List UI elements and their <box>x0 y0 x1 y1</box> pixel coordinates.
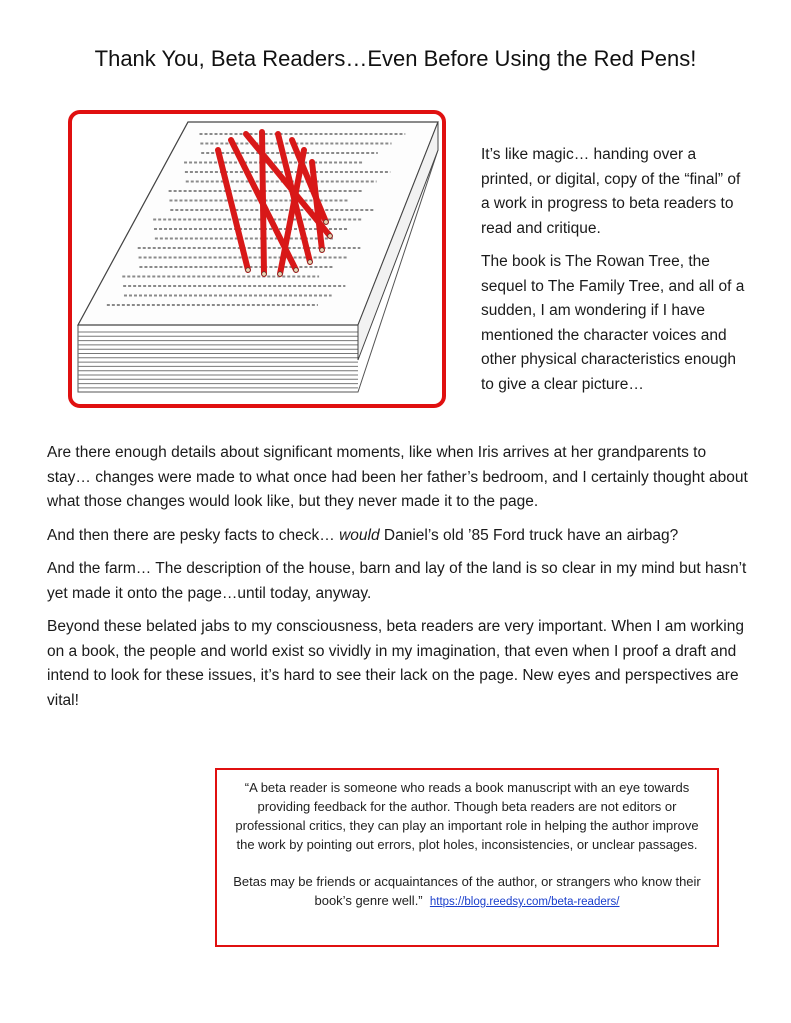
quote-text-2-wrap <box>231 872 703 912</box>
pencil-tip <box>308 260 312 264</box>
page-title: Thank You, Beta Readers…Even Before Using the Red Pens! <box>94 46 697 71</box>
beta-reader-quote-box <box>215 768 719 947</box>
red-pencil <box>262 132 264 274</box>
quote-text-2: Betas may be friends or acquaintances of the author, or strangers who know their book’s genre well.” <box>233 874 701 908</box>
p2-emphasis: would <box>339 526 380 544</box>
body-paragraph-3: And the farm… The description of the house, barn and lay of the land is so clear in my mind but hasn’t yet made it onto the page…until today, anyway. <box>47 560 747 602</box>
pencil-tip <box>246 268 250 272</box>
reedsy-link[interactable]: https://blog.reedsy.com/beta-readers/ <box>429 896 620 908</box>
intro-paragraph-1: It’s like magic… handing over a printed, or digital, copy of the “final” of a work in progress to beta readers to read and critique. <box>481 146 741 237</box>
pencil-tip <box>262 272 266 276</box>
pencil-tip <box>328 234 332 238</box>
body-paragraph-4: Beyond these belated jabs to my consciousness, beta readers are very important. When I am working on a book, the people and world exist so vividly in my imagination, that even when I proof a draft and intend to look for these issues, it’s hard to see their lack on the page. New eyes and perspectives are vital! <box>47 618 744 709</box>
pencil-tip <box>294 268 298 272</box>
quote-text-1: “A beta reader is someone who reads a book manuscript with an eye towards providing feedback for the author. Though beta readers are not editors or professional critics, they can play an important role in helping the author improve the work by pointing out errors, plot holes, inconsistencies, or unclear passages. <box>235 780 699 852</box>
body-paragraph-1: Are there enough details about significant moments, like when Iris arrives at her grandparents to stay… changes were made to what once had been her father’s bedroom, and I certainly thought about what those changes would look like, but they never made it to the page. <box>47 444 748 510</box>
pencil-tip <box>278 272 282 276</box>
pencil-tip <box>324 220 328 224</box>
p2-before: And then there are pesky facts to check… <box>47 526 340 544</box>
pencil-tip <box>320 248 324 252</box>
manuscript-illustration <box>68 110 446 408</box>
manuscript-pencils-icon <box>68 110 446 408</box>
intro-column <box>481 143 751 406</box>
body-paragraph-2 <box>47 524 752 549</box>
body-text <box>47 441 752 722</box>
p2-after: Daniel’s old ’85 Ford truck have an airbag? <box>379 526 679 544</box>
intro-paragraph-2: The book is The Rowan Tree, the sequel to The Family Tree, and all of a sudden, I am wondering if I have mentioned the character voices and other physical characteristics enough to give a clear picture… <box>481 253 745 393</box>
